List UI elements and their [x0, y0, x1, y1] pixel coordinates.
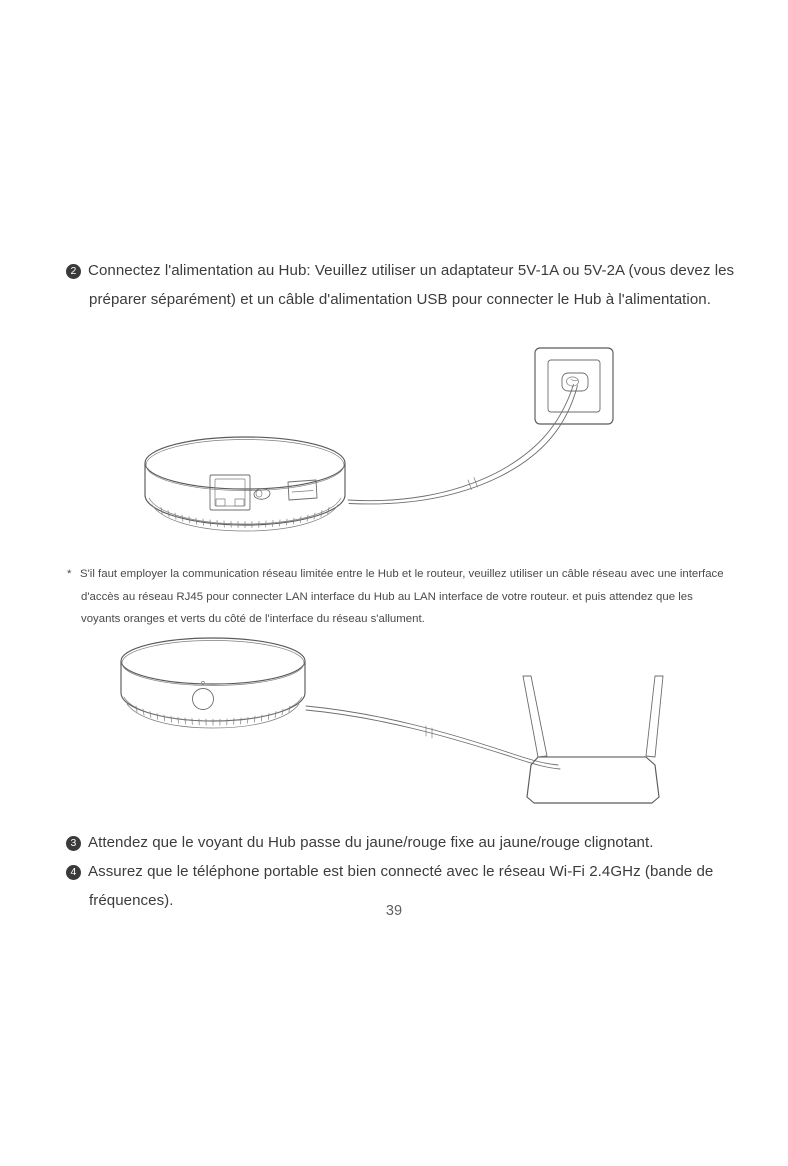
- wall-outlet: [535, 348, 613, 424]
- step-text-4: Assurez que le téléphone portable est bien connecté avec le réseau Wi-Fi 2.4GHz (bande de fréquences).: [88, 863, 714, 909]
- page-number: 39: [385, 903, 403, 919]
- hub-device: [145, 437, 345, 531]
- router-body: [527, 757, 659, 803]
- usb-power-cable: [348, 385, 578, 504]
- usb-power-port: [288, 480, 317, 500]
- step-marker-2: 2: [66, 264, 81, 279]
- step-item-3: [66, 828, 739, 857]
- step-marker-3: 3: [66, 836, 81, 851]
- note-network-cable: [67, 563, 735, 631]
- step-marker-4: 4: [66, 865, 81, 880]
- hub-base-texture: [161, 508, 329, 528]
- note-text: S'il faut employer la communication réseau limitée entre le Hub et le routeur, veuillez utiliser un câble réseau avec une interface d'accès au réseau RJ45 pour connecter LAN interface du Hub au LAN interface de votre routeur. et puis attendez que les voyants oranges et verts du côté de l'interface du réseau s'allument.: [80, 568, 724, 625]
- router-antenna-right: [646, 676, 663, 757]
- note-star: *: [67, 568, 72, 580]
- wifi-router: [523, 676, 663, 803]
- step-text-3: Attendez que le voyant du Hub passe du jaune/rouge fixe au jaune/rouge clignotant.: [88, 834, 654, 851]
- hub-device: [121, 638, 305, 728]
- router-connection-illustration: [110, 635, 690, 820]
- usb-plug: [254, 488, 271, 500]
- step-text-2: Connectez l'alimentation au Hub: Veuillez utiliser un adaptateur 5V-1A ou 5V-2A (vous devez les préparer séparément) et un câble d'alimentation USB pour connecter le Hub à l'alimentation.: [88, 262, 735, 308]
- power-connection-illustration: [130, 335, 650, 545]
- figure-router-connection: [110, 635, 690, 820]
- hub-button: [193, 689, 214, 710]
- router-antenna-left: [523, 676, 547, 757]
- figure-power-connection: [130, 335, 650, 545]
- ethernet-cable: [306, 706, 560, 769]
- step-item-2: [66, 256, 739, 314]
- rj45-port: [210, 475, 250, 510]
